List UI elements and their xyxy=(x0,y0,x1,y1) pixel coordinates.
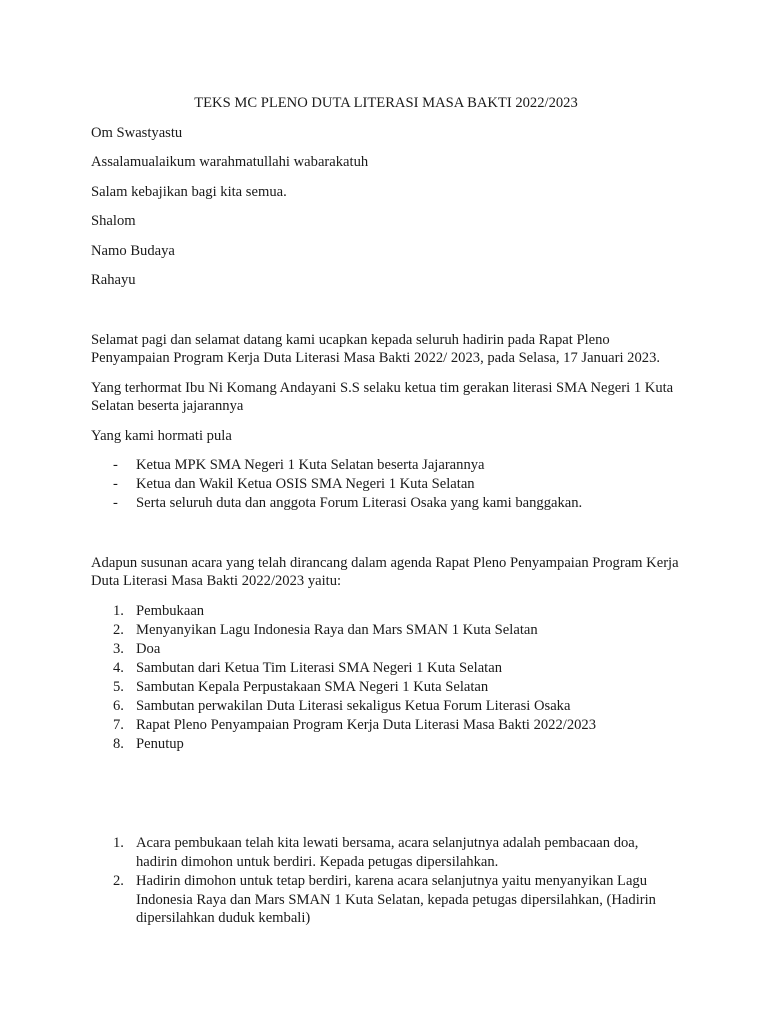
greeting-line: Namo Budaya xyxy=(91,242,175,259)
number-marker: 5. xyxy=(113,678,124,695)
script-list xyxy=(91,834,681,928)
list-item-text: Pembukaan xyxy=(136,602,205,619)
list-item-text: Sambutan dari Ketua Tim Literasi SMA Negeri 1 Kuta Selatan xyxy=(136,659,503,676)
list-item-text: Ketua MPK SMA Negeri 1 Kuta Selatan beserta Jajarannya xyxy=(136,457,485,473)
list-item xyxy=(91,834,681,871)
number-marker: 1. xyxy=(113,835,124,851)
greeting-line: Shalom xyxy=(91,213,136,229)
list-item xyxy=(91,602,681,621)
respected-paragraph: Yang terhormat Ibu Ni Komang Andayani S.S selaku ketua tim gerakan literasi SMA Negeri 1 Kuta Selatan beserta jajarannya xyxy=(91,379,674,414)
list-item-text: Acara pembukaan telah kita lewati bersama, acara selanjutnya adalah pembacaan doa, hadirin dimohon untuk berdiri. Kepada petugas dipersilahkan. xyxy=(136,835,639,870)
number-marker: 8. xyxy=(113,735,124,752)
list-item-text: Menyanyikan Lagu Indonesia Raya dan Mars SMAN 1 Kuta Selatan xyxy=(136,621,538,638)
document-page xyxy=(91,94,681,939)
list-item-text: Sambutan perwakilan Duta Literasi sekaligus Ketua Forum Literasi Osaka xyxy=(136,697,571,714)
greeting-line: Assalamualaikum warahmatullahi wabarakatuh xyxy=(91,154,369,170)
list-item-text: Serta seluruh duta dan anggota Forum Literasi Osaka yang kami banggakan. xyxy=(136,495,583,511)
dash-marker: - xyxy=(113,495,118,511)
list-item xyxy=(91,456,681,475)
also-respected-label: Yang kami hormati pula xyxy=(91,427,232,444)
agenda-list xyxy=(91,602,681,754)
list-item xyxy=(91,735,681,754)
list-item xyxy=(91,621,681,640)
number-marker: 1. xyxy=(113,602,124,619)
list-item xyxy=(91,659,681,678)
dash-marker: - xyxy=(113,457,118,473)
list-item xyxy=(91,872,681,928)
greeting-line: Om Swastyastu xyxy=(91,124,183,141)
list-item xyxy=(91,716,681,735)
number-marker: 2. xyxy=(113,621,124,638)
blank-line xyxy=(91,524,681,554)
list-item xyxy=(91,697,681,716)
blank-line xyxy=(91,301,681,331)
list-item-text: Rapat Pleno Penyampaian Program Kerja Duta Literasi Masa Bakti 2022/2023 xyxy=(136,716,597,733)
list-item-text: Sambutan Kepala Perpustakaan SMA Negeri 1 Kuta Selatan xyxy=(136,678,489,695)
list-item xyxy=(91,678,681,697)
list-item xyxy=(91,475,681,494)
list-item xyxy=(91,640,681,659)
list-item xyxy=(91,494,681,513)
list-item-text: Penutup xyxy=(136,735,184,752)
greeting-line: Rahayu xyxy=(91,272,136,288)
number-marker: 3. xyxy=(113,640,124,657)
blank-lines xyxy=(91,764,681,834)
document-title: TEKS MC PLENO DUTA LITERASI MASA BAKTI 2022/2023 xyxy=(194,95,578,111)
dash-marker: - xyxy=(113,476,118,492)
number-marker: 4. xyxy=(113,659,124,676)
respected-list xyxy=(91,456,681,513)
greeting-line: Salam kebajikan bagi kita semua. xyxy=(91,183,287,200)
list-item-text: Hadirin dimohon untuk tetap berdiri, karena acara selanjutnya yaitu menyanyikan Lagu Indonesia Raya dan Mars SMAN 1 Kuta Selatan, kepada petugas dipersilahkan, (Hadirin dipersilahkan duduk kembali) xyxy=(136,873,656,926)
welcome-paragraph: Selamat pagi dan selamat datang kami ucapkan kepada seluruh hadirin pada Rapat Pleno Penyampaian Program Kerja Duta Literasi Masa Bakti 2022/ 2023, pada Selasa, 17 Januari 2023. xyxy=(91,331,661,366)
list-item-text: Ketua dan Wakil Ketua OSIS SMA Negeri 1 Kuta Selatan xyxy=(136,476,475,492)
agenda-intro: Adapun susunan acara yang telah dirancang dalam agenda Rapat Pleno Penyampaian Program Kerja Duta Literasi Masa Bakti 2022/2023 yaitu: xyxy=(91,554,679,589)
number-marker: 2. xyxy=(113,873,124,889)
number-marker: 7. xyxy=(113,716,124,733)
number-marker: 6. xyxy=(113,697,124,714)
list-item-text: Doa xyxy=(136,640,161,657)
